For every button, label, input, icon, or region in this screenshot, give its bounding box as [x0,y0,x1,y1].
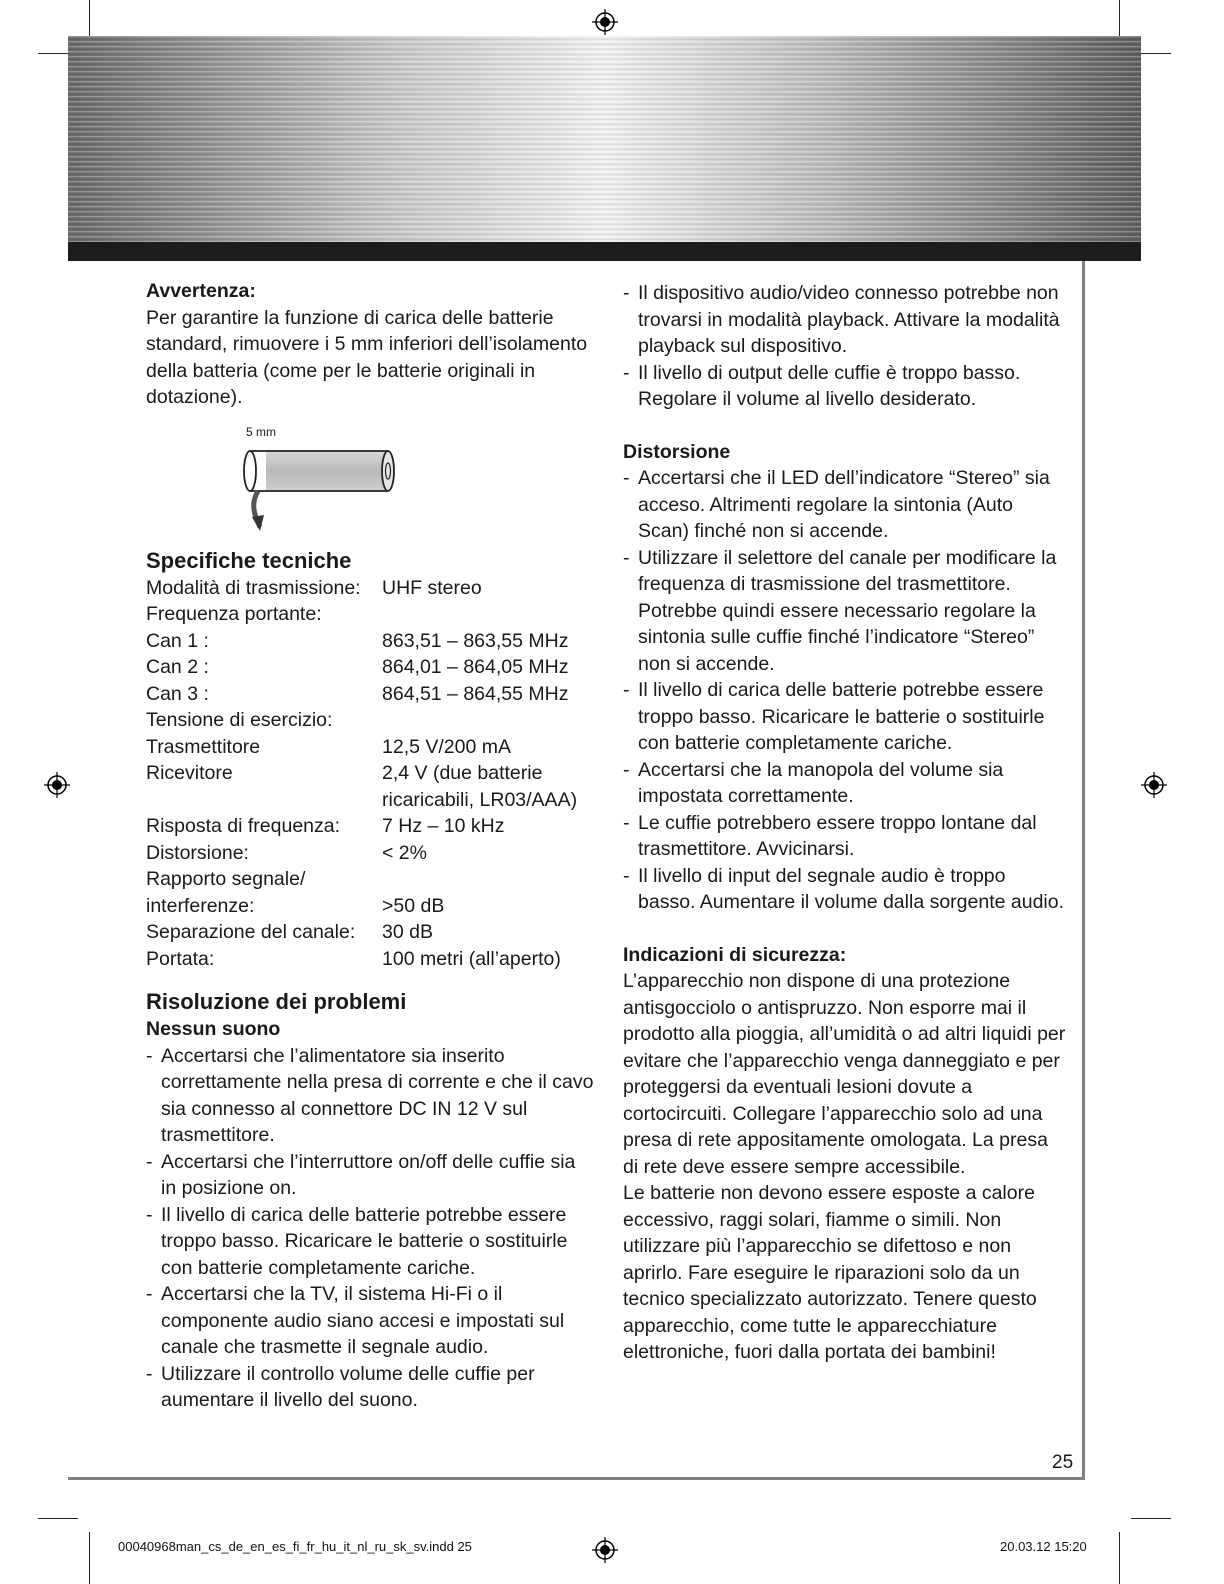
crop-mark [1131,1518,1171,1519]
spec-label: Risposta di frequenza: [146,815,341,837]
no-sound-list-continued [623,280,1067,413]
crop-mark [1119,0,1120,40]
spec-row [146,840,594,867]
list-item: - Utilizzare il controllo volume delle cuffie per aumentare il livello del suono. [146,1361,594,1414]
crop-mark [89,1532,90,1584]
spec-row [146,681,594,708]
spec-label: Can 1 : [146,629,209,652]
spec-value: 2,4 V (due batterie ricaricabili, LR03/AAA) [382,762,578,811]
list-item: - Il livello di carica delle batterie potrebbe essere troppo basso. Ricaricare le batterie o sostituirle con batterie completamente cariche. [146,1202,594,1282]
list-item: - Il dispositivo audio/video connesso potrebbe non trovarsi in modalità playback. Attivare la modalità playback sul dispositivo. [623,280,1067,360]
spec-value: 100 metri (all’aperto) [382,947,561,970]
spec-value: 864,01 – 864,05 MHz [382,656,569,678]
spec-value: < 2% [382,841,427,864]
spec-value: 30 dB [382,921,433,943]
specs-heading: Specifiche tecniche [146,547,352,573]
safety-heading: Indicazioni di sicurezza: [623,943,847,966]
spec-value [382,707,594,734]
no-sound-heading: Nessun suono [146,1018,281,1040]
spec-label: Rapporto segnale/ interferenze: [146,868,306,917]
troubleshooting-heading: Risoluzione dei problemi [146,989,407,1014]
spec-row [146,707,594,734]
left-column [146,278,594,1414]
distortion-list [623,465,1067,916]
list-item: - Accertarsi che l’alimentatore sia inserito correttamente nella presa di corrente e che il cavo sia connesso al connettore DC IN 12 V sul trasmettitore. [146,1043,594,1149]
no-sound-list [146,1043,594,1414]
spec-label: Trasmettitore [146,735,261,758]
registration-mark-icon [592,1537,618,1563]
registration-mark-icon [592,9,618,35]
figure-label: 5 mm [246,424,276,439]
spec-value: >50 dB [382,894,445,917]
page-border-right [1082,261,1085,1478]
page-number: 25 [1052,1452,1074,1473]
registration-mark-icon [44,772,70,798]
spec-row [146,654,594,681]
crop-mark [89,0,90,40]
list-item: - Accertarsi che la TV, il sistema Hi-Fi o il componente audio siano accesi e impostati sul canale che trasmette il segnale audio. [146,1281,594,1361]
safety-text-1: L’apparecchio non dispone di una protezione antisgocciolo o antispruzzo. Non esporre mai il prodotto alla pioggia, all’umidità o ad altri liquidi per evitare che l’apparecchio venga danneggiato e per proteggersi da eventuali lesioni dovute a cortocircuiti. Collegare l’apparecchio solo ad una presa di rete appositamente omologata. La presa di rete deve essere sempre accessibile. [623,970,1066,1178]
right-column [623,280,1067,1366]
specs-table [146,575,594,973]
spec-row [146,919,594,946]
crop-mark [38,1518,78,1519]
spec-row [146,734,594,761]
spec-value: 7 Hz – 10 kHz [382,815,505,837]
footer-file-info: 00040968man_cs_de_en_es_fi_fr_hu_it_nl_ru_sk_sv.indd 25 [118,1539,472,1554]
list-item: - Il livello di output delle cuffie è troppo basso. Regolare il volume al livello desiderato. [623,360,1067,413]
spec-value: 864,51 – 864,55 MHz [382,682,569,705]
spec-row [146,760,594,813]
warning-text: Per garantire la funzione di carica delle batterie standard, rimuovere i 5 mm inferiori dell’isolamento della batteria (come per le batterie originali in dotazione). [146,306,588,408]
distortion-heading: Distorsione [623,440,731,463]
spec-label: Ricevitore [146,762,233,784]
spec-row [146,813,594,840]
warning-heading: Avvertenza: [146,280,256,302]
battery-figure [146,411,594,539]
spec-value: UHF stereo [382,576,482,599]
spec-label: Separazione del canale: [146,921,356,943]
list-item: - Accertarsi che la manopola del volume sia impostata correttamente. [623,757,1067,810]
spec-label: Distorsione: [146,841,249,864]
spec-value: 12,5 V/200 mA [382,735,511,758]
spec-label: Tensione di esercizio: [146,709,333,731]
spec-label: Can 3 : [146,682,209,705]
spec-row [146,628,594,655]
spec-label: Portata: [146,947,215,970]
footer-date: 20.03.12 15:20 [1000,1539,1087,1554]
spec-value: 863,51 – 863,55 MHz [382,629,569,652]
spec-row [146,866,594,919]
registration-mark-icon [1141,772,1167,798]
list-item: - Accertarsi che il LED dell’indicatore “Stereo” sia acceso. Altrimenti regolare la sintonia (Auto Scan) finché non si accende. [623,465,1067,545]
crop-mark [1119,1532,1120,1584]
page-border-bottom [68,1477,1085,1480]
battery-icon [240,439,400,535]
spec-label: Frequenza portante: [146,603,322,625]
safety-text-2: Le batterie non devono essere esposte a calore eccessivo, raggi solari, fiamme o simili. Non utilizzare più l’apparecchio se difettoso e non aprirlo. Fare eseguire le riparazioni solo da un tecnico specializzato autorizzato. Tenere questo apparecchio, come tutte le apparecchiature elettroniche, fuori dalla portata dei bambini! [623,1182,1037,1363]
spec-label: Can 2 : [146,656,209,678]
list-item: - Utilizzare il selettore del canale per modificare la frequenza di trasmissione del trasmettitore. Potrebbe quindi essere necessario regolare la sintonia sulle cuffie finché l’indicatore “Stereo” non si accende. [623,545,1067,678]
spec-value [382,601,594,628]
list-item: - Le cuffie potrebbero essere troppo lontane dal trasmettitore. Avvicinarsi. [623,810,1067,863]
header-bar [68,242,1141,261]
spec-label: Modalità di trasmissione: [146,576,361,599]
spec-row [146,946,594,973]
list-item: - Il livello di carica delle batterie potrebbe essere troppo basso. Ricaricare le batterie o sostituirle con batterie completamente cariche. [623,677,1067,757]
list-item: - Il livello di input del segnale audio è troppo basso. Aumentare il volume dalla sorgente audio. [623,863,1067,916]
brushed-metal-header [68,36,1141,243]
spec-row [146,575,594,602]
list-item: - Accertarsi che l’interruttore on/off delle cuffie sia in posizione on. [146,1149,594,1202]
spec-row [146,601,594,628]
